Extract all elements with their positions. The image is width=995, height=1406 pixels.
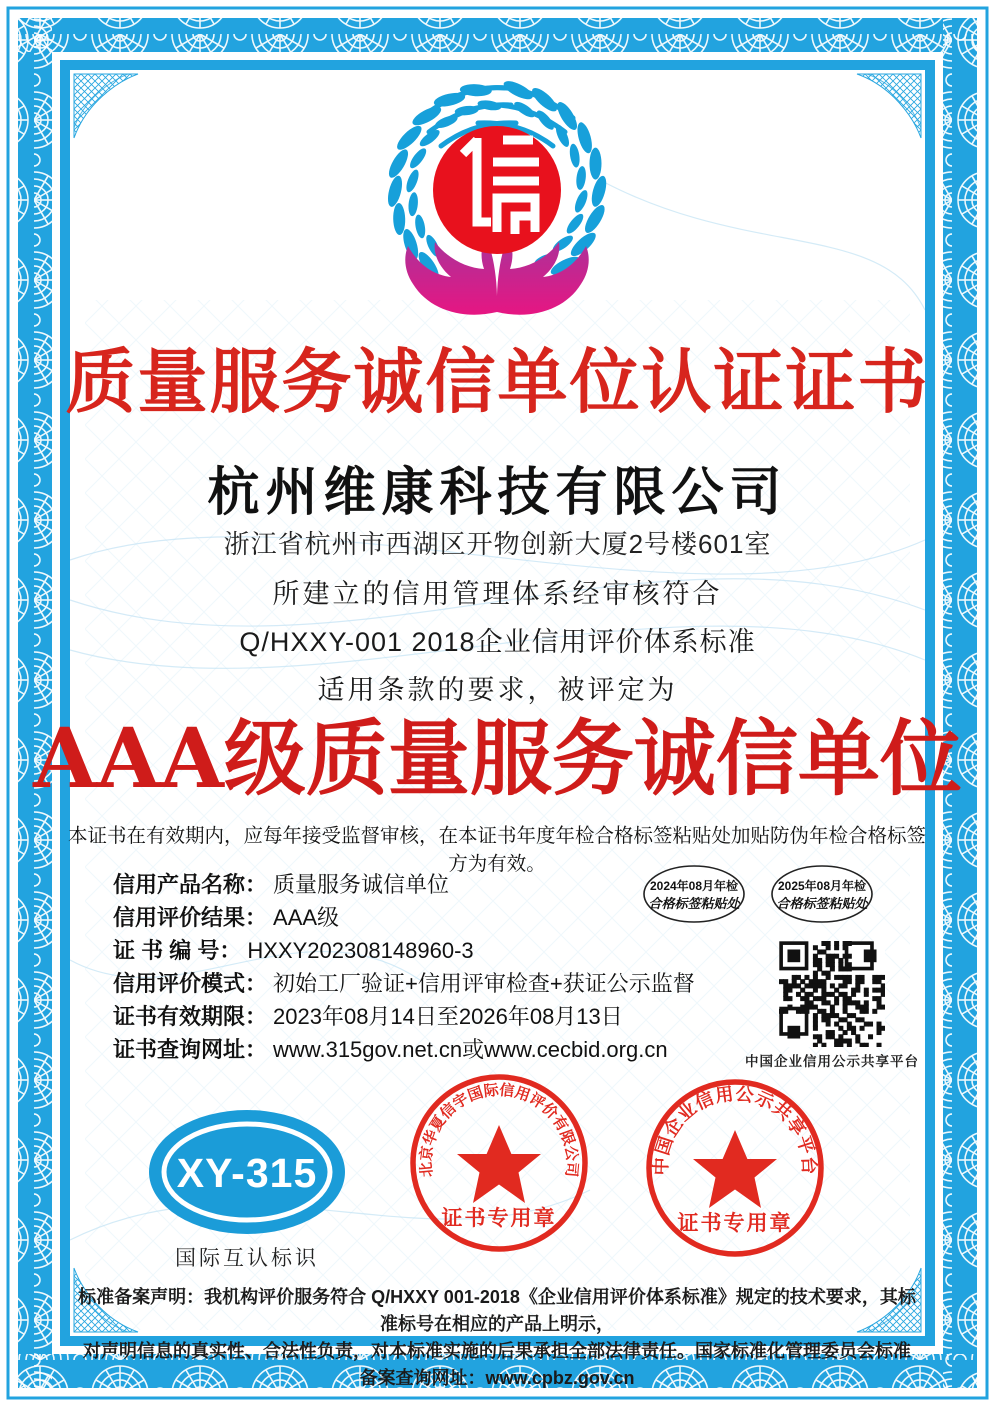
field-value: AAA级	[273, 905, 340, 930]
field-label: 信用评价结果：	[113, 905, 268, 930]
stamp-star-icon	[693, 1130, 777, 1208]
field-value: www.315gov.net.cn或www.cecbid.org.cn	[273, 1037, 668, 1062]
validity-note: 本证书在有效期内，应每年接受监督审核，在本证书年度年检合格标签粘贴处加贴防伪年检合格标签方为有效。	[67, 825, 926, 875]
stamp-arc-text: 中国企业信用公示共享平台	[650, 1083, 820, 1176]
filing-statement-line: 标准备案声明：我机构评价服务符合 Q/HXXY 001-2018《企业信用评价体系标准》规定的技术要求，其标准标号在相应的产品上明示，	[78, 1287, 916, 1334]
field-row-result	[113, 907, 695, 940]
xy-315-label: XY-315	[176, 1150, 318, 1196]
sticker-paste-line: 合格标签粘贴处	[648, 897, 740, 912]
company-name: 杭州维康科技有限公司	[207, 464, 788, 522]
credit-wreath-logo	[367, 74, 627, 326]
filing-statement	[77, 1284, 917, 1392]
field-row-number	[113, 940, 695, 973]
qr-caption: 中国企业信用公示共享平台	[745, 1054, 919, 1069]
field-label: 信用产品名称：	[113, 872, 268, 897]
xy-315-mark	[147, 1108, 347, 1236]
stamp-bottom-text: 证书专用章	[677, 1212, 793, 1235]
field-value: 质量服务诚信单位	[273, 872, 450, 897]
stamp-arc-text: 北京华夏信宇国际信用评价有限公司	[417, 1081, 581, 1178]
inspection-sticker-2024	[641, 863, 747, 925]
qr-code	[779, 941, 885, 1047]
statement-line: Q/HXXY-001 2018企业信用评价体系标准	[239, 627, 756, 657]
field-label: 信用评价模式：	[113, 971, 268, 996]
logo-red-circle	[433, 126, 561, 254]
sticker-year-line: 2024年08月年检	[649, 879, 739, 893]
certificate-title: 质量服务诚信单位认证证书	[65, 343, 930, 421]
stamp-star-icon	[457, 1125, 541, 1203]
field-row-product	[113, 874, 695, 907]
xy-315-caption: 国际互认标识	[175, 1247, 319, 1270]
field-row-validity	[113, 1006, 695, 1039]
filing-statement-line: 对声明信息的真实性、合法性负责，对本标准实施的后果承担全部法律责任。国家标准化管理委员会标准备案查询网址：www.cpbz.gov.cn	[83, 1341, 911, 1388]
statement-line: 所建立的信用管理体系经审核符合	[272, 579, 723, 609]
stamp-bottom-text: 证书专用章	[441, 1207, 557, 1230]
field-value: HXXY202308148960-3	[247, 938, 474, 963]
field-value: 初始工厂验证+信用评审检查+获证公示监督	[273, 971, 695, 996]
issuer-stamp	[404, 1068, 594, 1258]
sticker-paste-line: 合格标签粘贴处	[776, 897, 868, 912]
field-label: 证书有效期限：	[113, 1004, 268, 1029]
inspection-sticker-2025	[769, 863, 875, 925]
field-value: 2023年08月14日至2026年08月13日	[273, 1004, 623, 1029]
certificate-fields	[113, 874, 695, 1072]
field-row-mode	[113, 973, 695, 1006]
field-label: 证书查询网址：	[113, 1037, 268, 1062]
statement-block	[0, 570, 995, 714]
field-label: 证 书 编 号：	[113, 938, 242, 963]
sticker-year-line: 2025年08月年检	[777, 879, 867, 893]
platform-stamp	[640, 1073, 830, 1263]
company-address: 浙江省杭州市西湖区开物创新大厦2号楼601室	[223, 529, 772, 559]
award-grade-title: AAA级质量服务诚信单位	[33, 711, 962, 807]
statement-line: 适用条款的要求，被评定为	[317, 675, 678, 705]
